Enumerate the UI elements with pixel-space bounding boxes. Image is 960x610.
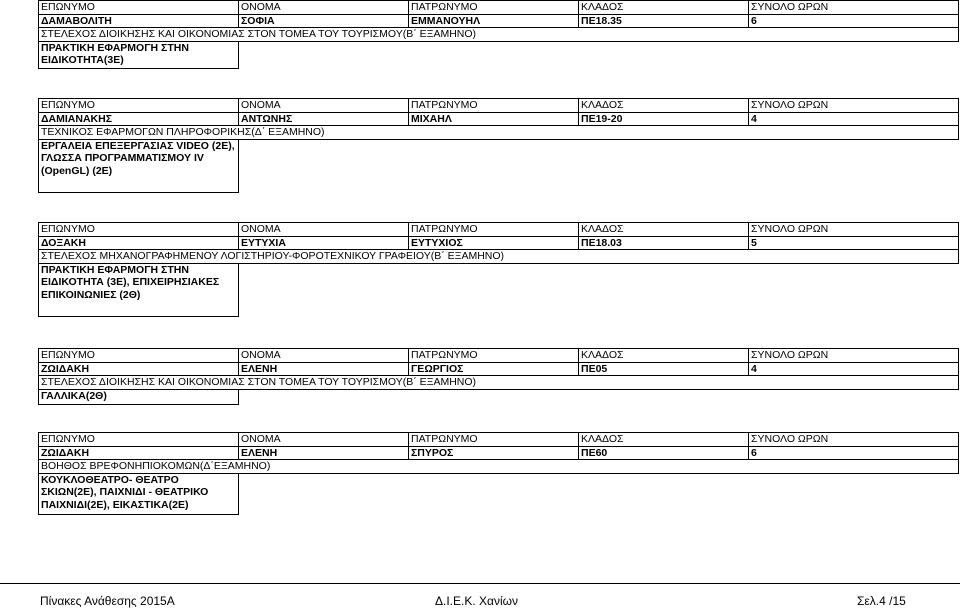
header-branch: ΚΛΑΔΟΣ [579, 99, 749, 113]
assignment-table [38, 432, 959, 515]
section-row [39, 460, 959, 474]
teacher-hours: 4 [749, 112, 959, 126]
section-row [39, 126, 959, 140]
course-list: ΕΡΓΑΛΕΙΑ ΕΠΕΞΕΡΓΑΣΙΑΣ VIDEO (2Ε), ΓΛΩΣΣΑ ΠΡΟΓΡΑΜΜΑΤΙΣΜΟΥ IV (OpenGL) (2Ε) [39, 139, 239, 192]
section-row [39, 376, 959, 390]
teacher-hours: 6 [749, 14, 959, 28]
empty-cell [409, 473, 959, 514]
section-row [39, 28, 959, 42]
header-row [39, 433, 959, 447]
course-list: ΚΟΥΚΛΟΘΕΑΤΡΟ- ΘΕΑΤΡΟ ΣΚΙΩΝ(2Ε), ΠΑΙΧΝΙΔΙ - ΘΕΑΤΡΙΚΟ ΠΑΙΧΝΙΔΙ(2Ε), ΕΙΚΑΣΤΙΚΑ(2Ε) [39, 473, 239, 514]
empty-cell [409, 389, 959, 404]
footer-page-number: Σελ.4 /15 [857, 594, 906, 608]
course-row [39, 473, 959, 514]
footer-institution: Δ.Ι.Ε.Κ. Χανίων [435, 594, 519, 608]
header-father-name: ΠΑΤΡΩΝΥΜΟ [409, 349, 579, 363]
teacher-row [39, 14, 959, 28]
header-name: ΟΝΟΜΑ [239, 433, 409, 447]
header-surname: ΕΠΩΝΥΜΟ [39, 1, 239, 15]
header-branch: ΚΛΑΔΟΣ [579, 1, 749, 15]
assignment-table [38, 0, 959, 69]
teacher-surname: ΖΩΙΔΑΚΗ [39, 362, 239, 376]
specialty-section: ΣΤΕΛΕΧΟΣ ΔΙΟΙΚΗΣΗΣ ΚΑΙ ΟΙΚΟΝΟΜΙΑΣ ΣΤΟΝ ΤΟΜΕΑ ΤΟΥ ΤΟΥΡΙΣΜΟΥ(Β΄ ΕΞΑΜΗΝΟ) [39, 376, 959, 390]
teacher-father-name: ΕΥΤΥΧΙΟΣ [409, 236, 579, 250]
course-row [39, 263, 959, 316]
header-total-hours: ΣΥΝΟΛΟ ΩΡΩΝ [749, 349, 959, 363]
empty-cell [409, 139, 959, 192]
teacher-row [39, 236, 959, 250]
teacher-hours: 5 [749, 236, 959, 250]
header-branch: ΚΛΑΔΟΣ [579, 349, 749, 363]
page-footer [0, 583, 960, 610]
course-row [39, 41, 959, 68]
teacher-hours: 4 [749, 362, 959, 376]
teacher-name: ΑΝΤΩΝΗΣ [239, 112, 409, 126]
teacher-name: ΣΟΦΙΑ [239, 14, 409, 28]
teacher-hours: 6 [749, 446, 959, 460]
teacher-name: ΕΛΕΝΗ [239, 362, 409, 376]
teacher-branch: ΠΕ60 [579, 446, 749, 460]
header-branch: ΚΛΑΔΟΣ [579, 433, 749, 447]
header-surname: ΕΠΩΝΥΜΟ [39, 349, 239, 363]
empty-cell [239, 473, 409, 514]
header-father-name: ΠΑΤΡΩΝΥΜΟ [409, 433, 579, 447]
section-row [39, 250, 959, 264]
course-list: ΠΡΑΚΤΙΚΗ ΕΦΑΡΜΟΓΗ ΣΤΗΝ ΕΙΔΙΚΟΤΗΤΑ(3Ε) [39, 41, 239, 68]
teacher-row [39, 112, 959, 126]
empty-cell [239, 389, 409, 404]
teacher-branch: ΠΕ05 [579, 362, 749, 376]
header-row [39, 99, 959, 113]
teacher-father-name: ΓΕΩΡΓΙΟΣ [409, 362, 579, 376]
header-surname: ΕΠΩΝΥΜΟ [39, 433, 239, 447]
header-father-name: ΠΑΤΡΩΝΥΜΟ [409, 99, 579, 113]
assignment-table [38, 98, 959, 193]
empty-cell [239, 139, 409, 192]
teacher-name: ΕΥΤΥΧΙΑ [239, 236, 409, 250]
teacher-father-name: ΕΜΜΑΝΟΥΗΛ [409, 14, 579, 28]
teacher-branch: ΠΕ19-20 [579, 112, 749, 126]
header-row [39, 349, 959, 363]
specialty-section: ΒΟΗΘΟΣ ΒΡΕΦΟΝΗΠΙΟΚΟΜΩΝ(Δ΄ΕΞΑΜΗΝΟ) [39, 460, 959, 474]
teacher-surname: ΔΑΜΑΒΟΛΙΤΗ [39, 14, 239, 28]
specialty-section: ΣΤΕΛΕΧΟΣ ΔΙΟΙΚΗΣΗΣ ΚΑΙ ΟΙΚΟΝΟΜΙΑΣ ΣΤΟΝ ΤΟΜΕΑ ΤΟΥ ΤΟΥΡΙΣΜΟΥ(Β΄ ΕΞΑΜΗΝΟ) [39, 28, 959, 42]
header-total-hours: ΣΥΝΟΛΟ ΩΡΩΝ [749, 1, 959, 15]
empty-cell [409, 263, 959, 316]
header-row [39, 223, 959, 237]
teacher-row [39, 362, 959, 376]
header-father-name: ΠΑΤΡΩΝΥΜΟ [409, 1, 579, 15]
teacher-branch: ΠΕ18.35 [579, 14, 749, 28]
empty-cell [239, 263, 409, 316]
assignment-table [38, 348, 959, 405]
teacher-surname: ΔΟΞΑΚΗ [39, 236, 239, 250]
teacher-father-name: ΜΙΧΑΗΛ [409, 112, 579, 126]
teacher-surname: ΔΑΜΙΑΝΑΚΗΣ [39, 112, 239, 126]
teacher-branch: ΠΕ18.03 [579, 236, 749, 250]
teacher-father-name: ΣΠΥΡΟΣ [409, 446, 579, 460]
header-father-name: ΠΑΤΡΩΝΥΜΟ [409, 223, 579, 237]
header-total-hours: ΣΥΝΟΛΟ ΩΡΩΝ [749, 223, 959, 237]
specialty-section: ΣΤΕΛΕΧΟΣ ΜΗΧΑΝΟΓΡΑΦΗΜΕΝΟΥ ΛΟΓΙΣΤΗΡΙΟΥ-ΦΟΡΟΤΕΧΝΙΚΟΥ ΓΡΑΦΕΙΟΥ(Β΄ ΕΞΑΜΗΝΟ) [39, 250, 959, 264]
teacher-row [39, 446, 959, 460]
footer-document-title: Πίνακες Ανάθεσης 2015Α [40, 594, 175, 608]
assignment-table [38, 222, 959, 317]
course-list: ΠΡΑΚΤΙΚΗ ΕΦΑΡΜΟΓΗ ΣΤΗΝ ΕΙΔΙΚΟΤΗΤΑ (3Ε), ΕΠΙΧΕΙΡΗΣΙΑΚΕΣ ΕΠΙΚΟΙΝΩΝΙΕΣ (2Θ) [39, 263, 239, 316]
empty-cell [409, 41, 959, 68]
header-name: ΟΝΟΜΑ [239, 99, 409, 113]
header-name: ΟΝΟΜΑ [239, 223, 409, 237]
header-name: ΟΝΟΜΑ [239, 349, 409, 363]
course-list: ΓΑΛΛΙΚΑ(2Θ) [39, 389, 239, 404]
header-branch: ΚΛΑΔΟΣ [579, 223, 749, 237]
teacher-surname: ΖΩΙΔΑΚΗ [39, 446, 239, 460]
course-row [39, 389, 959, 404]
teacher-name: ΕΛΕΝΗ [239, 446, 409, 460]
header-surname: ΕΠΩΝΥΜΟ [39, 223, 239, 237]
header-total-hours: ΣΥΝΟΛΟ ΩΡΩΝ [749, 433, 959, 447]
empty-cell [239, 41, 409, 68]
specialty-section: ΤΕΧΝΙΚΟΣ ΕΦΑΡΜΟΓΩΝ ΠΛΗΡΟΦΟΡΙΚΗΣ(Δ΄ ΕΞΑΜΗΝΟ) [39, 126, 959, 140]
header-row [39, 1, 959, 15]
course-row [39, 139, 959, 192]
header-total-hours: ΣΥΝΟΛΟ ΩΡΩΝ [749, 99, 959, 113]
header-surname: ΕΠΩΝΥΜΟ [39, 99, 239, 113]
header-name: ΟΝΟΜΑ [239, 1, 409, 15]
